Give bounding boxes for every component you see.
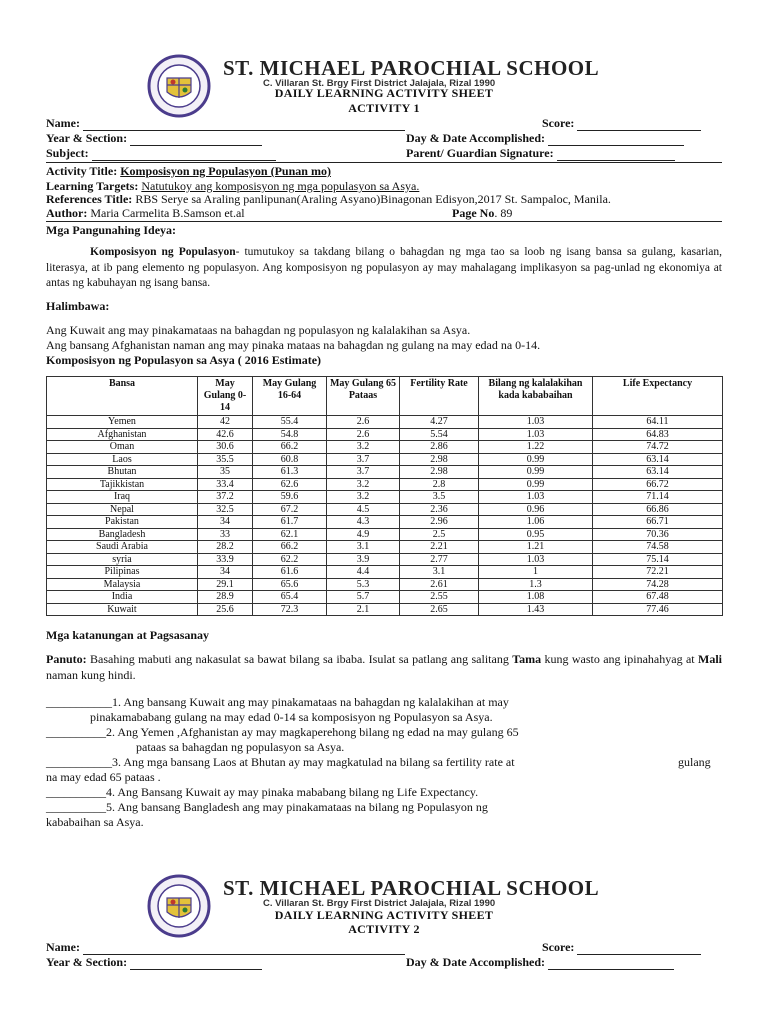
value-cell: 66.2	[253, 541, 327, 554]
value-cell: 25.6	[198, 603, 253, 616]
value-cell: 62.6	[253, 478, 327, 491]
value-cell: 55.4	[253, 416, 327, 429]
value-cell: 75.14	[593, 553, 723, 566]
value-cell: 37.2	[198, 491, 253, 504]
table-row	[47, 441, 723, 454]
value-cell: 1.08	[479, 591, 593, 604]
question-continuation: pinakamababang gulang na may edad 0-14 sa komposisyon ng Populasyon sa Asya.	[90, 710, 493, 724]
column-header: Fertility Rate	[400, 377, 479, 416]
page-no-label: Page No	[452, 206, 495, 220]
value-cell: 2.77	[400, 553, 479, 566]
country-cell: Saudi Arabia	[47, 541, 198, 554]
value-cell: 74.72	[593, 441, 723, 454]
activity-label: ACTIVITY 1	[348, 101, 420, 115]
value-cell: 2.86	[400, 441, 479, 454]
value-cell: 61.3	[253, 466, 327, 479]
value-cell: 66.71	[593, 516, 723, 529]
year-section-label: Year & Section:	[46, 955, 128, 969]
value-cell: 33	[198, 528, 253, 541]
year-section-row	[46, 131, 262, 146]
question-item	[46, 785, 478, 800]
value-cell: 33.9	[198, 553, 253, 566]
value-cell: 2.21	[400, 541, 479, 554]
name-row	[46, 940, 405, 955]
directions-text: naman kung hindi.	[46, 667, 136, 682]
subject-label: Subject:	[46, 146, 89, 160]
divider	[46, 221, 722, 222]
value-cell: 2.6	[327, 428, 400, 441]
value-cell: 35.5	[198, 453, 253, 466]
country-cell: Pilipinas	[47, 566, 198, 579]
activity-title-row	[46, 164, 331, 179]
question-item	[46, 800, 488, 815]
value-cell: 60.8	[253, 453, 327, 466]
value-cell: 4.9	[327, 528, 400, 541]
divider	[46, 162, 722, 163]
answer-blank[interactable]: ___________	[46, 695, 112, 709]
name-label: Name:	[46, 116, 80, 130]
country-cell: Kuwait	[47, 603, 198, 616]
column-header: May Gulang 65 Pataas	[327, 377, 400, 416]
country-cell: Pakistan	[47, 516, 198, 529]
value-cell: 28.9	[198, 591, 253, 604]
value-cell: 1.3	[479, 578, 593, 591]
question-text: 2. Ang Yemen ,Afghanistan ay may magkaperehong bilang ng edad na may gulang 65	[106, 725, 519, 739]
country-cell: Afghanistan	[47, 428, 198, 441]
value-cell: 3.2	[327, 478, 400, 491]
question-text-tail: gulang	[678, 755, 711, 769]
school-name: ST. MICHAEL PAROCHIAL SCHOOL	[223, 876, 600, 900]
country-cell: Tajikkistan	[47, 478, 198, 491]
parent-signature-label: Parent/ Guardian Signature:	[406, 146, 554, 160]
column-header: Life Expectancy	[593, 377, 723, 416]
author-row	[46, 206, 245, 221]
table-row	[47, 478, 723, 491]
table-row	[47, 528, 723, 541]
table-row	[47, 466, 723, 479]
question-continuation: pataas sa bahagdan ng populasyon sa Asya.	[136, 740, 345, 754]
page-no: . 89	[494, 206, 513, 220]
author-label: Author:	[46, 206, 88, 220]
table-row	[47, 578, 723, 591]
value-cell: 62.1	[253, 528, 327, 541]
sheet-title: DAILY LEARNING ACTIVITY SHEET	[274, 908, 494, 922]
subject-field[interactable]	[92, 160, 276, 161]
column-header: Bansa	[47, 377, 198, 416]
column-header: May Gulang 16-64	[253, 377, 327, 416]
value-cell: 2.5	[400, 528, 479, 541]
value-cell: 65.6	[253, 578, 327, 591]
value-cell: 4.3	[327, 516, 400, 529]
table-row	[47, 603, 723, 616]
school-name: ST. MICHAEL PAROCHIAL SCHOOL	[223, 56, 600, 80]
value-cell: 3.5	[400, 491, 479, 504]
value-cell: 1.43	[479, 603, 593, 616]
day-date-row	[406, 131, 684, 146]
references-row	[46, 192, 611, 207]
value-cell: 67.48	[593, 591, 723, 604]
country-cell: Yemen	[47, 416, 198, 429]
value-cell: 42.6	[198, 428, 253, 441]
table-row	[47, 453, 723, 466]
value-cell: 74.58	[593, 541, 723, 554]
score-row	[542, 116, 701, 131]
value-cell: 0.99	[479, 478, 593, 491]
value-cell: 4.27	[400, 416, 479, 429]
example-line: Ang Kuwait ang may pinakamataas na bahagdan ng populasyon ng kalalakihan sa Asya.	[46, 323, 471, 337]
score-label: Score:	[542, 116, 575, 130]
directions-text: kung wasto ang ipinahahyag at	[541, 652, 698, 666]
value-cell: 64.11	[593, 416, 723, 429]
country-cell: Bhutan	[47, 466, 198, 479]
day-date-label: Day & Date Accomplished:	[406, 131, 545, 145]
day-date-field[interactable]	[548, 969, 674, 970]
value-cell: 66.72	[593, 478, 723, 491]
value-cell: 0.96	[479, 503, 593, 516]
activity-title: Komposisyon ng Populasyon (Punan mo)	[120, 164, 331, 178]
value-cell: 3.2	[327, 491, 400, 504]
table-row	[47, 553, 723, 566]
score-row	[542, 940, 701, 955]
year-section-field[interactable]	[130, 969, 262, 970]
country-cell: Bangladesh	[47, 528, 198, 541]
question-continuation: na may edad 65 pataas .	[46, 770, 161, 784]
value-cell: 4.5	[327, 503, 400, 516]
value-cell: 0.99	[479, 453, 593, 466]
value-cell: 1.03	[479, 491, 593, 504]
column-header: May Gulang 0-14	[198, 377, 253, 416]
activity-label: ACTIVITY 2	[348, 922, 420, 936]
question-text: 3. Ang mga bansang Laos at Bhutan ay may magkatulad na bilang sa fertility rate at	[112, 755, 515, 769]
table-header-row	[47, 377, 723, 416]
value-cell: 72.21	[593, 566, 723, 579]
value-cell: 32.5	[198, 503, 253, 516]
definition-term: Komposisyon ng Populasyon	[90, 246, 236, 258]
parent-signature-row	[406, 146, 675, 161]
value-cell: 2.65	[400, 603, 479, 616]
value-cell: 67.2	[253, 503, 327, 516]
table-row	[47, 516, 723, 529]
question-text: 1. Ang bansang Kuwait ang may pinakamataas na bahagdan ng kalalakihan at may	[112, 695, 509, 709]
table-row	[47, 503, 723, 516]
value-cell: 0.99	[479, 466, 593, 479]
value-cell: 1.03	[479, 416, 593, 429]
value-cell: 62.2	[253, 553, 327, 566]
value-cell: 3.9	[327, 553, 400, 566]
table-row	[47, 591, 723, 604]
value-cell: 64.83	[593, 428, 723, 441]
question-text: 5. Ang bansang Bangladesh ang may pinakamataas na bilang ng Populasyon ng	[106, 800, 488, 814]
value-cell: 5.3	[327, 578, 400, 591]
value-cell: 35	[198, 466, 253, 479]
value-cell: 63.14	[593, 466, 723, 479]
value-cell: 3.2	[327, 441, 400, 454]
value-cell: 2.61	[400, 578, 479, 591]
year-section-label: Year & Section:	[46, 131, 128, 145]
value-cell: 1.21	[479, 541, 593, 554]
value-cell: 77.46	[593, 603, 723, 616]
example-line: Ang bansang Afghanistan naman ang may pinaka mataas na bahagdan ng gulang na may edad na 0-14.	[46, 338, 541, 352]
value-cell: 2.98	[400, 466, 479, 479]
value-cell: 30.6	[198, 441, 253, 454]
value-cell: 71.14	[593, 491, 723, 504]
directions-text: Basahing mabuti ang nakasulat sa bawat bilang sa ibaba. Isulat sa patlang ang salitang	[86, 652, 513, 666]
value-cell: 5.54	[400, 428, 479, 441]
answer-blank[interactable]: ___________	[46, 755, 112, 769]
value-cell: 34	[198, 516, 253, 529]
name-label: Name:	[46, 940, 80, 954]
value-cell: 1.03	[479, 553, 593, 566]
value-cell: 66.2	[253, 441, 327, 454]
value-cell: 61.7	[253, 516, 327, 529]
value-cell: 2.6	[327, 416, 400, 429]
example-heading: Halimbawa:	[46, 299, 110, 313]
value-cell: 33.4	[198, 478, 253, 491]
main-idea-heading: Mga Pangunahing Ideya:	[46, 223, 177, 237]
score-label: Score:	[542, 940, 575, 954]
activity-title-label: Activity Title:	[46, 164, 118, 178]
table-body	[47, 416, 723, 616]
value-cell: 5.7	[327, 591, 400, 604]
value-cell: 2.1	[327, 603, 400, 616]
value-cell: 3.7	[327, 453, 400, 466]
value-cell: 2.96	[400, 516, 479, 529]
value-cell: 74.28	[593, 578, 723, 591]
references-label: References Title:	[46, 192, 133, 206]
definition-text: - tumutukoy sa takdang bilang o bahagdan ng mga tao sa loob ng isang bansa sa gulang, kasarian, literasya, at ib pang elemento ng populasyon. Ang komposisyon ng populasyon ay may mahalagang implikasyon sa pag-unlad ng ekonomiya at antas ng kabuhayan ng isang bansa.	[46, 246, 722, 289]
value-cell: 3.7	[327, 466, 400, 479]
day-date-label: Day & Date Accomplished:	[406, 955, 545, 969]
country-cell: syria	[47, 553, 198, 566]
question-text: 4. Ang Bansang Kuwait ay may pinaka mababang bilang ng Life Expectancy.	[106, 785, 479, 799]
value-cell: 2.36	[400, 503, 479, 516]
value-cell: 70.36	[593, 528, 723, 541]
answer-blank[interactable]: __________	[46, 800, 106, 814]
parent-signature-field[interactable]	[557, 160, 675, 161]
value-cell: 63.14	[593, 453, 723, 466]
country-cell: Nepal	[47, 503, 198, 516]
question-item	[46, 725, 519, 740]
value-cell: 54.8	[253, 428, 327, 441]
country-cell: Oman	[47, 441, 198, 454]
page-no-row	[452, 206, 512, 221]
table-row	[47, 428, 723, 441]
value-cell: 1	[479, 566, 593, 579]
school-address: C. Villaran St. Brgy First District Jalajala, Rizal 1990	[263, 78, 496, 89]
questions-heading: Mga katanungan at Pagsasanay	[46, 628, 210, 642]
country-cell: Iraq	[47, 491, 198, 504]
question-item	[46, 755, 515, 770]
definition-paragraph	[46, 245, 722, 292]
table-row	[47, 491, 723, 504]
directions-label: Panuto:	[46, 652, 87, 666]
school-address: C. Villaran St. Brgy First District Jalajala, Rizal 1990	[263, 898, 496, 909]
value-cell: 66.86	[593, 503, 723, 516]
year-section-row	[46, 955, 262, 970]
value-cell: 1.06	[479, 516, 593, 529]
country-cell: Laos	[47, 453, 198, 466]
answer-blank[interactable]: __________	[46, 785, 106, 799]
value-cell: 65.4	[253, 591, 327, 604]
directions-mali: Mali	[698, 652, 722, 666]
value-cell: 2.98	[400, 453, 479, 466]
value-cell: 59.6	[253, 491, 327, 504]
value-cell: 2.8	[400, 478, 479, 491]
value-cell: 2.55	[400, 591, 479, 604]
column-header: Bilang ng kalalakihan kada kababaihan	[479, 377, 593, 416]
value-cell: 1.22	[479, 441, 593, 454]
question-item	[46, 695, 509, 710]
value-cell: 0.95	[479, 528, 593, 541]
value-cell: 1.03	[479, 428, 593, 441]
references-text: RBS Serye sa Araling panlipunan(Araling Asyano)Binagonan Edisyon,2017 St. Sampaloc, Manila.	[135, 192, 611, 206]
value-cell: 61.6	[253, 566, 327, 579]
table-row	[47, 566, 723, 579]
population-table	[46, 376, 723, 616]
value-cell: 3.1	[327, 541, 400, 554]
directions-tama: Tama	[512, 652, 542, 666]
country-cell: Malaysia	[47, 578, 198, 591]
question-continuation: kababaihan sa Asya.	[46, 815, 144, 829]
value-cell: 4.4	[327, 566, 400, 579]
day-date-row	[406, 955, 674, 970]
sheet-title: DAILY LEARNING ACTIVITY SHEET	[274, 86, 494, 100]
subject-row	[46, 146, 276, 161]
table-row	[47, 541, 723, 554]
value-cell: 42	[198, 416, 253, 429]
name-row	[46, 116, 405, 131]
table-title: Komposisyon ng Populasyon sa Asya ( 2016 Estimate)	[46, 353, 322, 367]
value-cell: 28.2	[198, 541, 253, 554]
answer-blank[interactable]: __________	[46, 725, 106, 739]
learning-targets: Natutukoy ang komposisyon ng mga populasyon sa Asya.	[141, 179, 420, 193]
value-cell: 3.1	[400, 566, 479, 579]
value-cell: 72.3	[253, 603, 327, 616]
learning-targets-label: Learning Targets:	[46, 179, 139, 193]
value-cell: 34	[198, 566, 253, 579]
country-cell: India	[47, 591, 198, 604]
directions-paragraph	[46, 652, 722, 683]
table-row	[47, 416, 723, 429]
value-cell: 29.1	[198, 578, 253, 591]
author-text: Maria Carmelita B.Samson et.al	[90, 206, 245, 220]
